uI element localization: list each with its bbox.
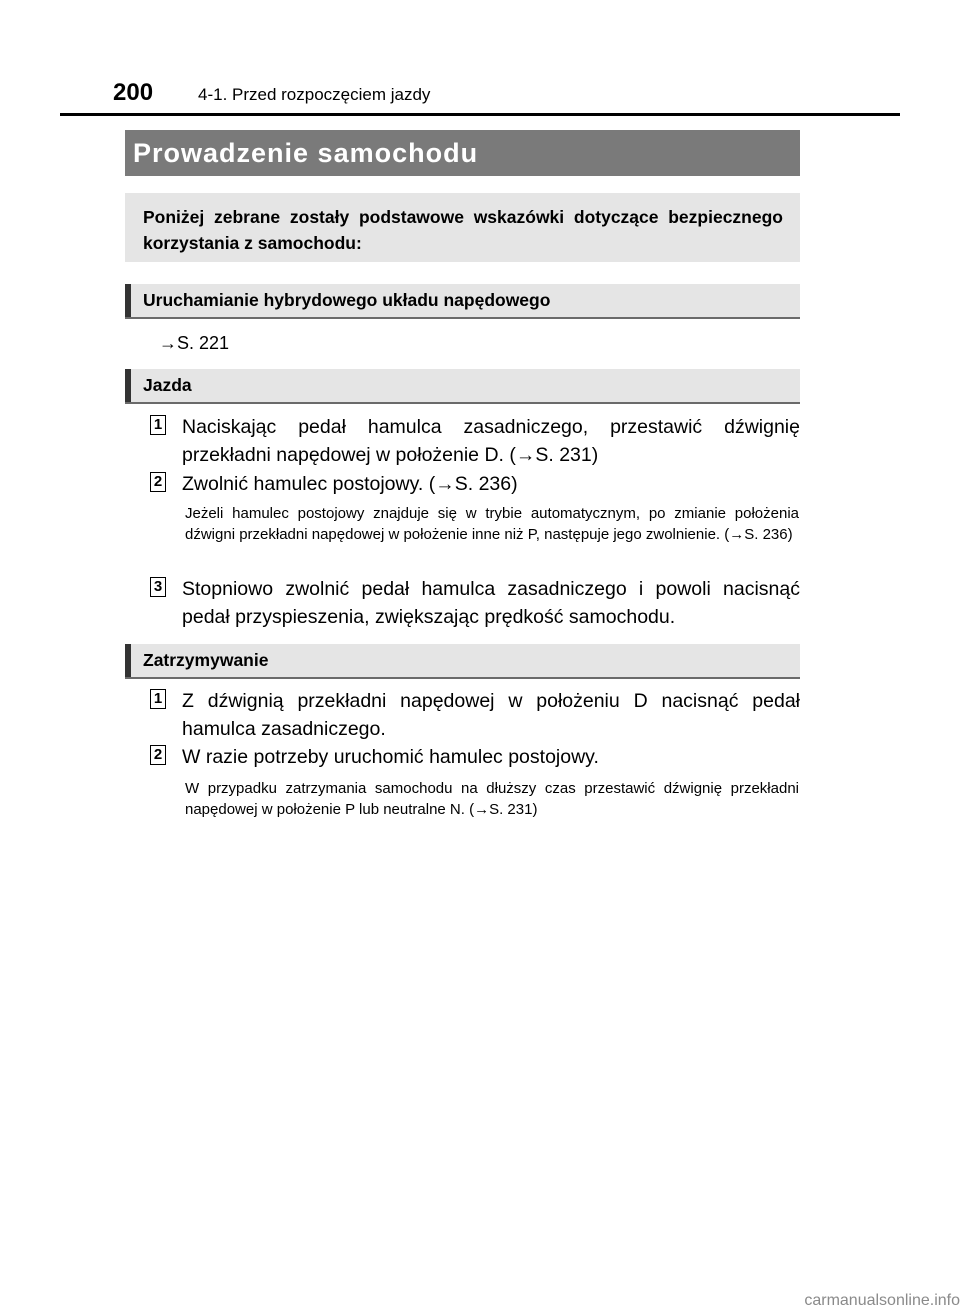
heading-label: Zatrzymywanie bbox=[143, 650, 269, 670]
heading-marker bbox=[125, 369, 131, 402]
step-number-badge: 3 bbox=[150, 577, 166, 597]
step-text: Z dźwignią przekładni napędowej w położeniu D nacisnąć pedał hamulca zasadniczego. bbox=[182, 690, 800, 740]
driving-note: Jeżeli hamulec postojowy znajduje się w trybie automatycznym, po zmianie położenia dźwigni przekładni napędowej w położenie inne niż P, następuje jego zwolnienie. (→S. 236) bbox=[185, 505, 799, 543]
watermark: carmanualsonline.info bbox=[804, 1292, 960, 1309]
page-header bbox=[60, 78, 900, 114]
step-text: Zwolnić hamulec postojowy. (→S. 236) bbox=[182, 473, 518, 495]
section-title-bar bbox=[125, 130, 800, 176]
intro-text: Poniżej zebrane zostały podstawowe wskazówki dotyczące bezpiecznego korzystania z samochodu: bbox=[143, 207, 783, 253]
step-text: Stopniowo zwolnić pedał hamulca zasadniczego i powoli nacisnąć pedał przyspieszenia, zwiększając prędkość samochodu. bbox=[182, 578, 800, 628]
step-number-badge: 1 bbox=[150, 689, 166, 709]
heading-label: Uruchamianie hybrydowego układu napędowego bbox=[143, 290, 551, 310]
section-heading-stopping bbox=[125, 644, 800, 679]
header-rule bbox=[60, 113, 900, 116]
intro-box bbox=[125, 193, 800, 262]
step-text: Naciskając pedał hamulca zasadniczego, przestawić dźwignię przekładni napędowej w położenie D. (→S. 231) bbox=[182, 416, 800, 466]
section-heading-start bbox=[125, 284, 800, 319]
step-text: W razie potrzeby uruchomić hamulec postojowy. bbox=[182, 746, 599, 768]
page-number: 200 bbox=[113, 79, 154, 106]
step-number-badge: 2 bbox=[150, 472, 166, 492]
heading-label: Jazda bbox=[143, 375, 192, 395]
step-number-badge: 1 bbox=[150, 415, 166, 435]
heading-marker bbox=[125, 644, 131, 677]
stopping-note: W przypadku zatrzymania samochodu na dłuższy czas przestawić dźwignię przekładni napędowej w położenie P lub neutralne N. (→S. 231) bbox=[185, 780, 799, 818]
step-number-badge: 2 bbox=[150, 745, 166, 765]
section-heading-driving bbox=[125, 369, 800, 404]
chapter-title: 4-1. Przed rozpoczęciem jazdy bbox=[198, 85, 431, 104]
heading-marker bbox=[125, 284, 131, 317]
page-title: Prowadzenie samochodu bbox=[133, 138, 479, 168]
start-page-reference: →S. 221 bbox=[159, 333, 230, 353]
